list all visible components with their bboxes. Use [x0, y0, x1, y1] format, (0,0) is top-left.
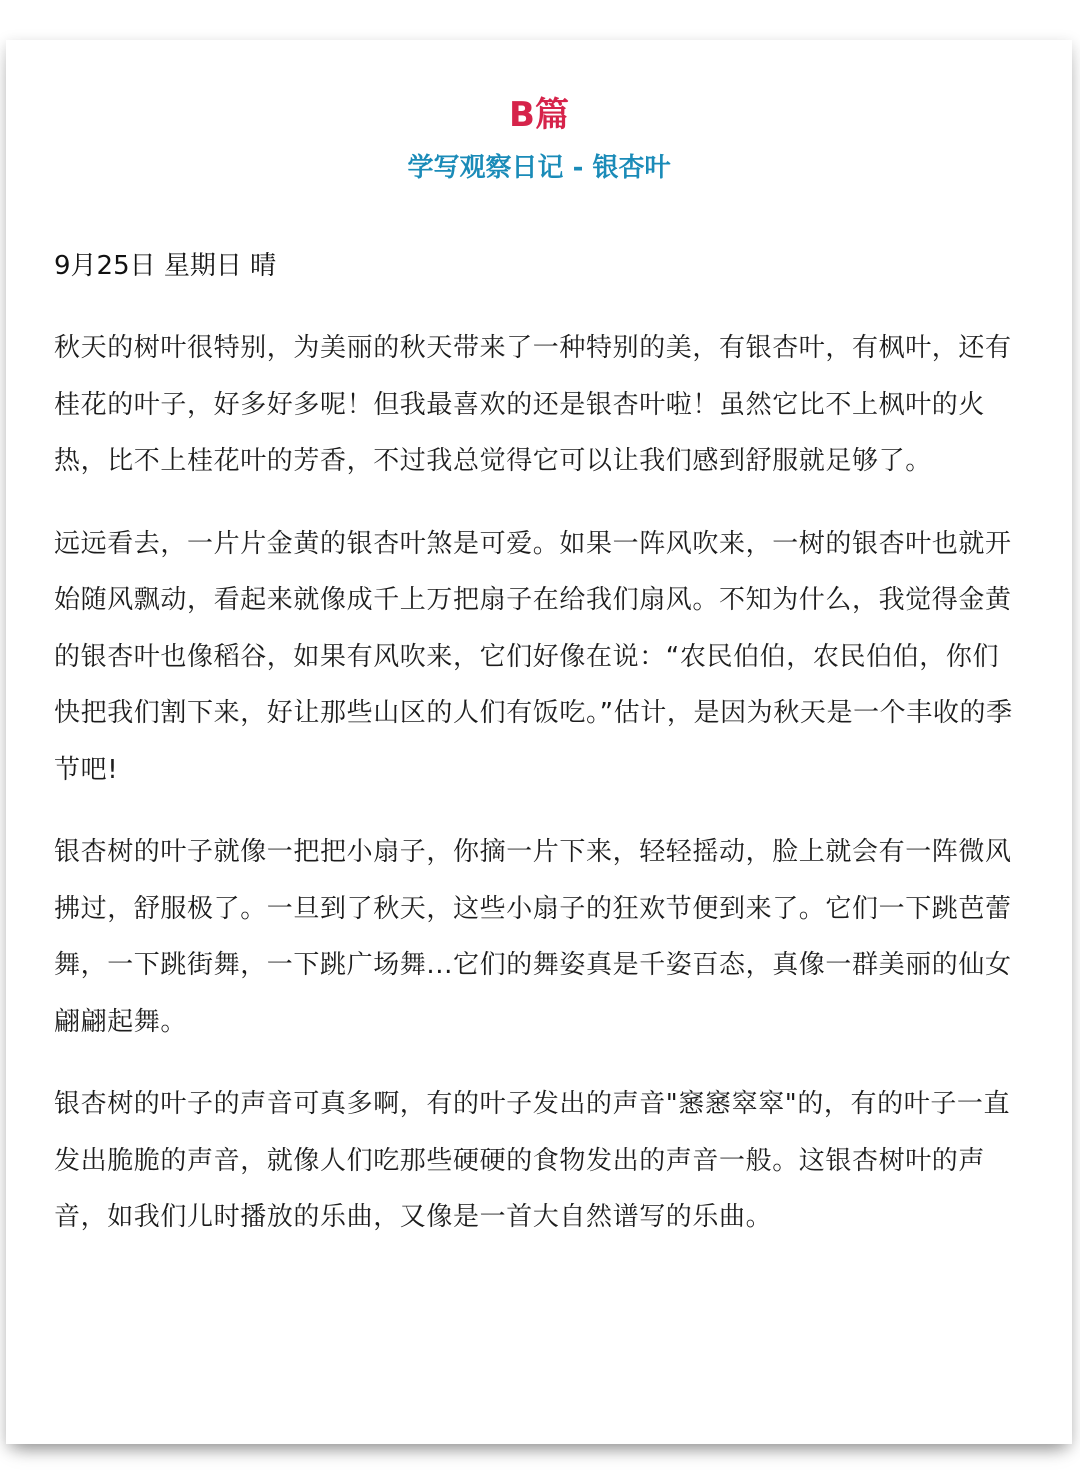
- page-title: B篇: [509, 95, 569, 135]
- diary-paragraph-1: 秋天的树叶很特别，为美丽的秋天带来了一种特别的美，有银杏叶，有枫叶，还有桂花的叶子，好多好多呢！但我最喜欢的还是银杏叶啦！虽然它比不上枫叶的火热，比不上桂花叶的芳香，不过我总觉得它可以让我们感到舒服就足够了。: [54, 333, 1012, 476]
- diary-paragraph-3: 银杏树的叶子就像一把把小扇子，你摘一片下来，轻轻摇动，脸上就会有一阵微风拂过，舒服极了。一旦到了秋天，这些小扇子的狂欢节便到来了。它们一下跳芭蕾舞，一下跳街舞，一下跳广场舞...它们的舞姿真是千姿百态，真像一群美丽的仙女翩翩起舞。: [54, 837, 1012, 1037]
- diary-date-line: 9月25日 星期日 晴: [54, 251, 277, 281]
- document-content: [54, 92, 1024, 1246]
- page-subtitle: 学写观察日记 - 银杏叶: [407, 153, 671, 183]
- diary-paragraph-2: 远远看去，一片片金黄的银杏叶煞是可爱。如果一阵风吹来，一树的银杏叶也就开始随风飘动，看起来就像成千上万把扇子在给我们扇风。不知为什么，我觉得金黄的银杏叶也像稻谷，如果有风吹来，它们好像在说：“农民伯伯，农民伯伯，你们快把我们割下来，好让那些山区的人们有饭吃。”估计，是因为秋天是一个丰收的季节吧!: [54, 528, 1013, 785]
- diary-paragraph-4: 银杏树的叶子的声音可真多啊，有的叶子发出的声音"窸窸窣窣"的，有的叶子一直发出脆脆的声音，就像人们吃那些硬硬的食物发出的声音一般。这银杏树叶的声音，如我们儿时播放的乐曲，又像是一首大自然谱写的乐曲。: [54, 1089, 1011, 1232]
